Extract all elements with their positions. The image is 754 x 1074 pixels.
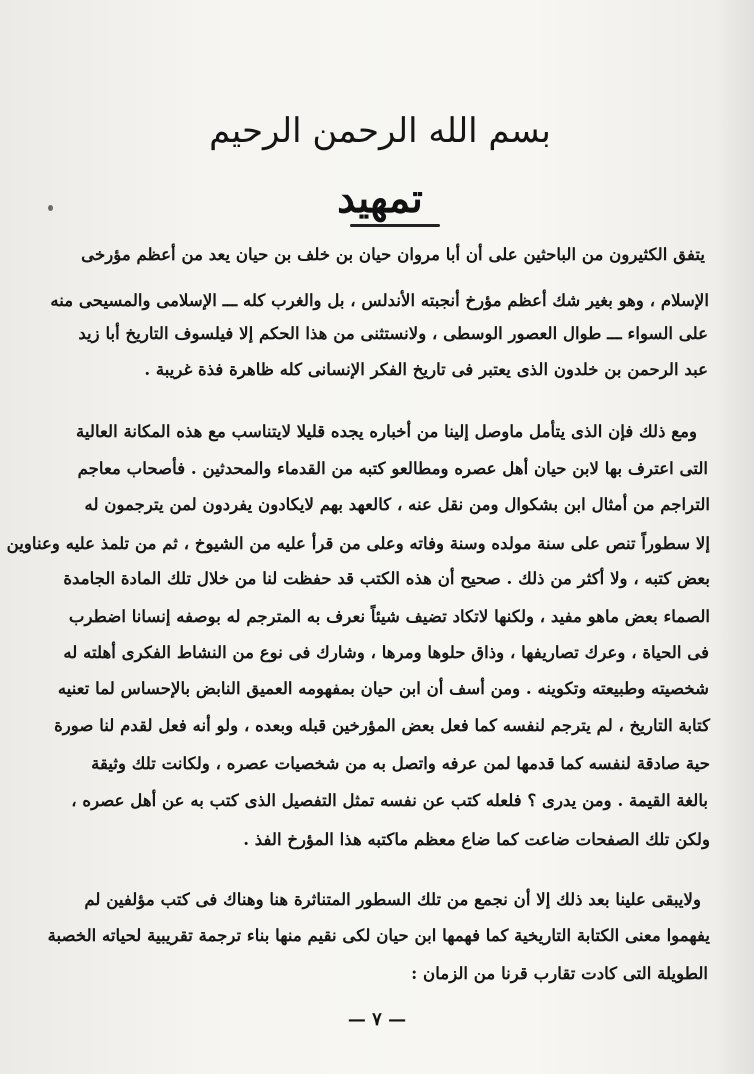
heading-underline bbox=[350, 224, 440, 227]
paragraph-2-line-7: فى الحياة ، وعرك تصاريفها ، وذاق حلوها ومرها ، وشارك فى نوع من النشاط الفكرى أهلته له bbox=[63, 642, 709, 662]
paragraph-2-line-5: بعض كتبه ، ولا أكثر من ذلك . صحيح أن هذه الكتب قد حفظت لنا من خلال تلك المادة الجامدة bbox=[63, 568, 710, 588]
paragraph-2-line-9: كتابة التاريخ ، لم يترجم لنفسه كما فعل بعض المؤرخين قبله وبعده ، ولو أنه فعل لقدم لنا صورة bbox=[54, 715, 710, 735]
paragraph-3-line-3: الطويلة التى كادت تقارب قرنا من الزمان : bbox=[411, 963, 708, 983]
chapter-heading: تمهيد bbox=[337, 175, 423, 222]
basmala: بسم الله الرحمن الرحيم bbox=[209, 111, 551, 151]
paragraph-2-line-12: ولكن تلك الصفحات ضاعت كما ضاع معظم ماكتبه هذا المؤرخ الفذ . bbox=[243, 829, 710, 849]
paragraph-2-line-10: حية صادقة لنفسه كما قدمها لمن عرفه واتصل به من شخصيات عصره ، ولكانت تلك وثيقة bbox=[91, 753, 710, 773]
paragraph-2-line-11: بالغة القيمة . ومن يدرى ؟ فلعله كتب عن نفسه تمثل التفصيل الذى كتب به عن أهل عصره ، bbox=[71, 790, 708, 810]
ink-speck bbox=[48, 205, 53, 211]
paragraph-2-line-6: الصماء بعض ماهو مفيد ، ولكنها لاتكاد تضيف شيئاً نعرف به المترجم له بوصفه إنسانا اضطرب bbox=[68, 606, 710, 626]
paragraph-2-line-2: التى اعترف بها لابن حيان أهل عصره ومطالعو كتبه من القدماء والمحدثين . فأصحاب معاجم bbox=[77, 458, 708, 478]
paragraph-1-line-2: الإسلام ، وهو بغير شك أعظم مؤرخ أنجبته الأندلس ، بل والغرب كله ـــ الإسلامى والمسيحى منه bbox=[50, 290, 709, 310]
page-edge-shadow bbox=[714, 0, 754, 1074]
paragraph-3-line-1: ولايبقى علينا بعد ذلك إلا أن نجمع من تلك السطور المتناثرة هنا وهناك فى كتب مؤلفين لم bbox=[84, 889, 701, 909]
paragraph-3-line-2: يفهموا معنى الكتابة التاريخية كما فهمها ابن حيان لكى نقيم منها بناء ترجمة تقريبية لحياته الخصبة bbox=[47, 925, 710, 945]
paragraph-1-line-1: يتفق الكثيرون من الباحثين على أن أبا مروان حيان بن خلف بن حيان يعد من أعظم مؤرخى bbox=[81, 244, 705, 264]
paragraph-2-line-3: التراجم من أمثال ابن بشكوال ومن نقل عنه ، كالعهد بهم لايكادون يفردون لمن يترجمون له bbox=[84, 494, 710, 514]
paragraph-2-line-8: شخصيته وطبيعته وتكوينه . ومن أسف أن ابن حيان بمفهومه العميق النابض بالإحساس لما تعنيه bbox=[57, 678, 709, 698]
paragraph-2-line-1: ومع ذلك فإن الذى يتأمل ماوصل إلينا من أخباره يجده قليلا لايتناسب مع هذه المكانة العالية bbox=[76, 421, 697, 441]
paragraph-2-line-4: إلا سطوراً تنص على سنة مولده وسنة وفاته وعلى من قرأ عليه من الشيوخ ، ثم من تلمذ عليه وعناوين bbox=[6, 533, 710, 553]
paragraph-1-line-4: عبد الرحمن بن خلدون الذى يعتبر فى تاريخ الفكر الإنسانى كله ظاهرة فذة غريبة . bbox=[144, 359, 708, 379]
paragraph-1-line-3: على السواء ـــ طوال العصور الوسطى ، ولانستثنى من هذا الحكم إلا فيلسوف التاريخ أبا زيد bbox=[78, 323, 708, 343]
page-number: — ٧ — bbox=[347, 1009, 407, 1030]
